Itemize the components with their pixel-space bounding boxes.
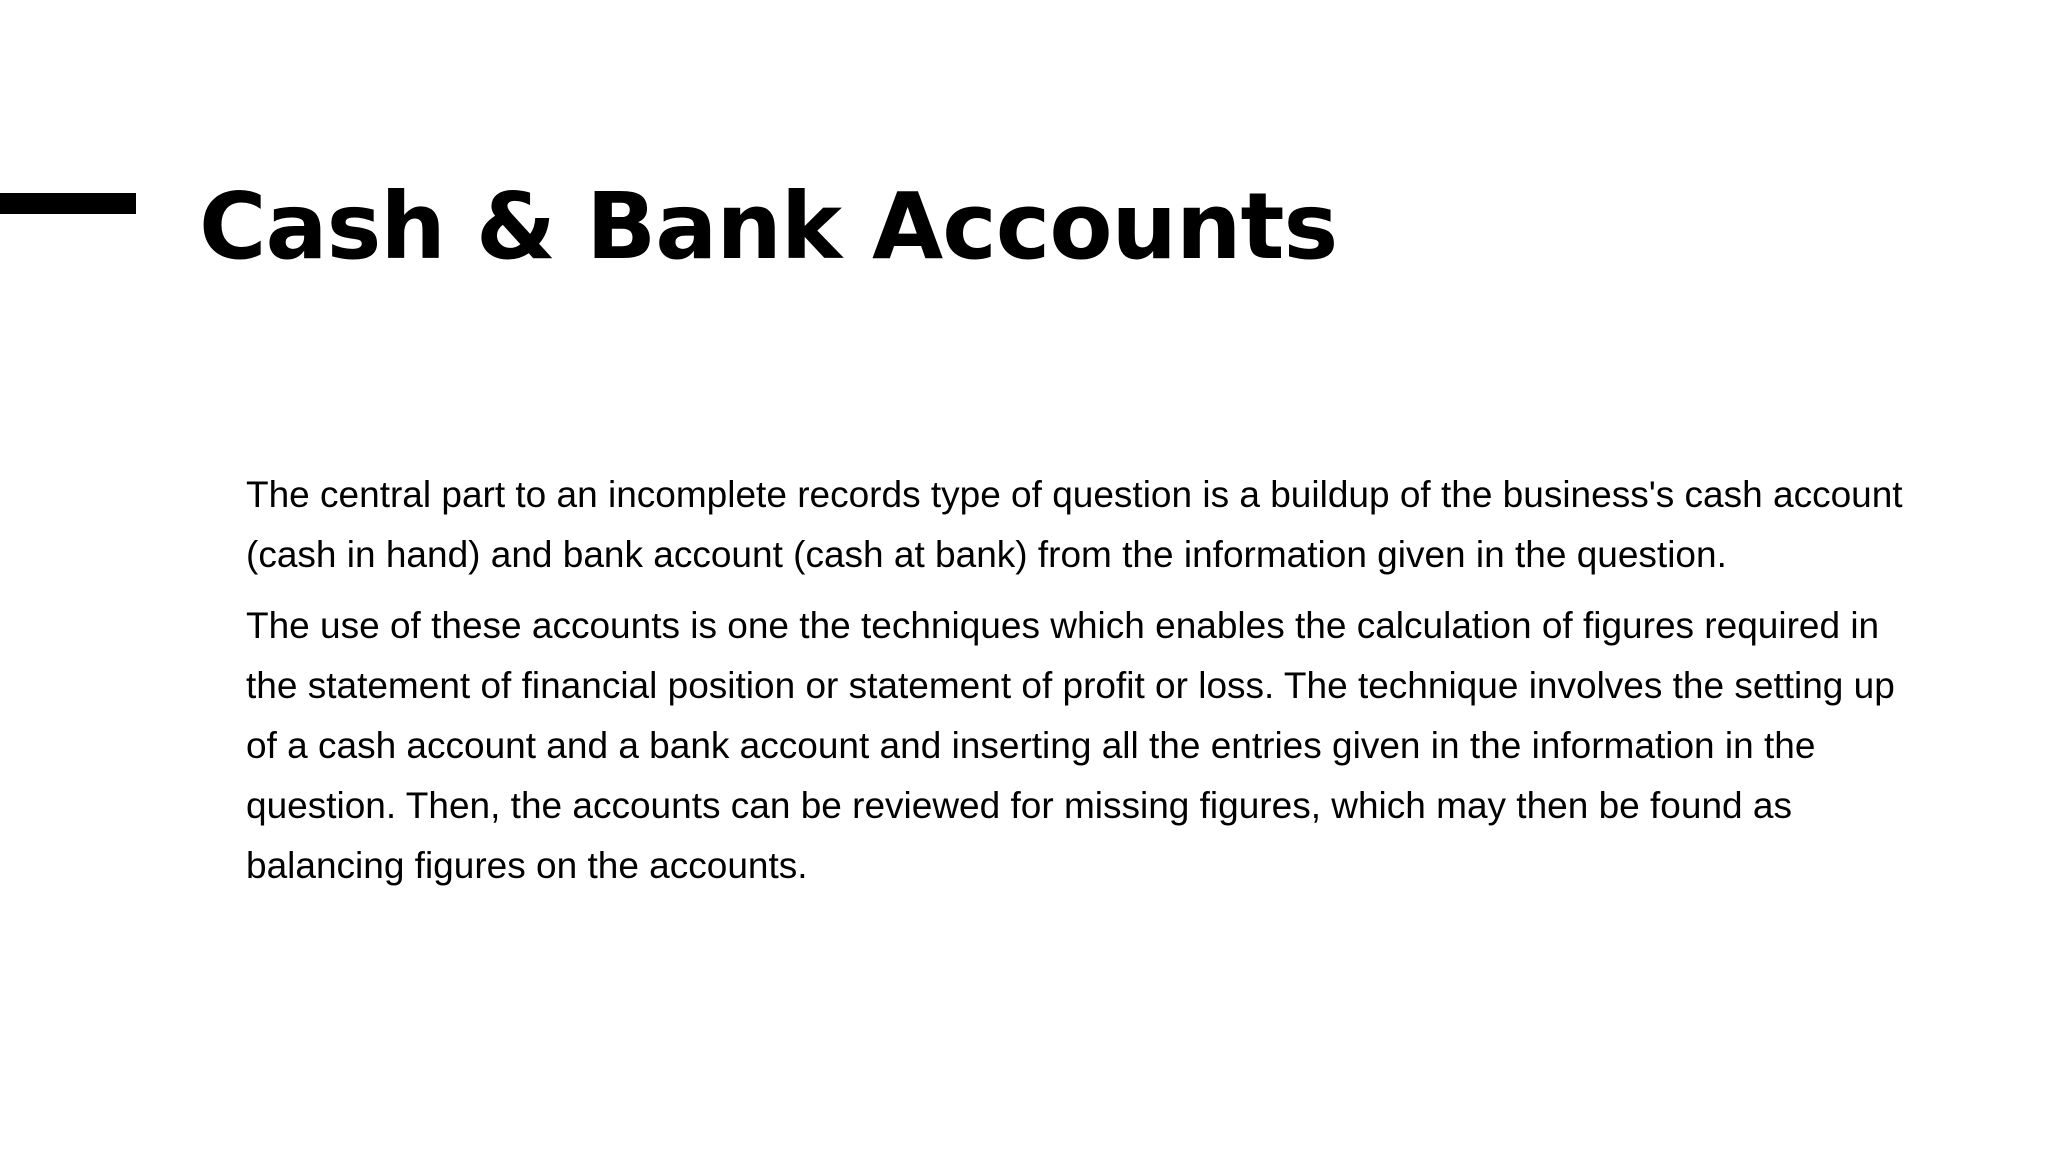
slide-body (246, 465, 1926, 907)
body-paragraph-1: The central part to an incomplete records type of question is a buildup of the business's cash account (cash in hand) and bank account (cash at bank) from the information given in the question. (246, 474, 1903, 575)
slide-title: Cash & Bank Accounts (199, 173, 1338, 280)
body-paragraph-2: The use of these accounts is one the techniques which enables the calculation of figures required in the statement of financial position or statement of profit or loss. The technique involves the setting up of a cash account and a bank account and inserting all the entries given in the information in the question. Then, the accounts can be reviewed for missing figures, which may then be found as balancing figures on the accounts. (246, 605, 1895, 886)
title-accent-bar (0, 193, 136, 214)
